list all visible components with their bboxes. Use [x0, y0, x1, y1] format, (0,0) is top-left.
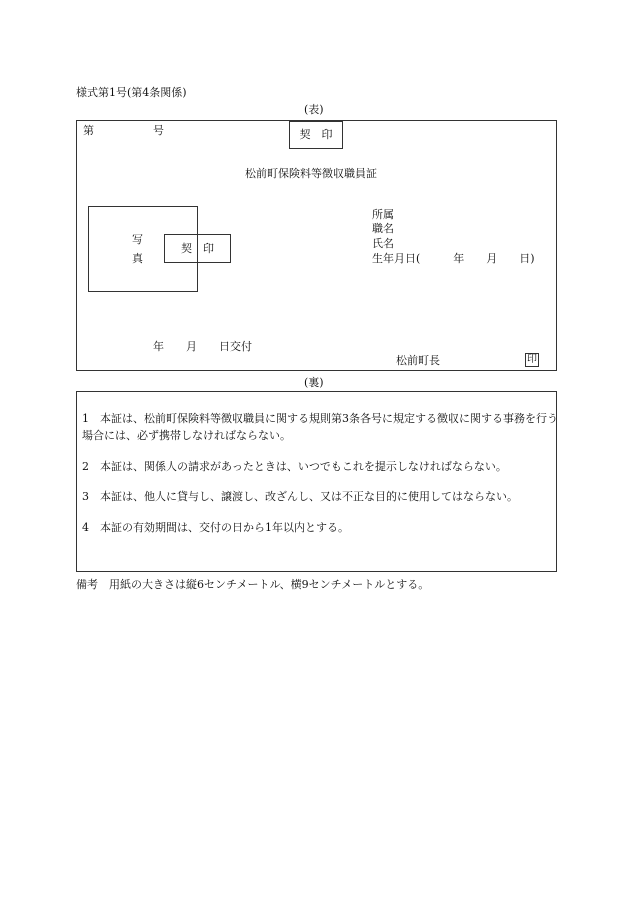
- back-item-1: 1 本証は、松前町保険料等徴収職員に関する規則第3条各号に規定する徴収に関する事務を行う場合には、必ず携帯しなければならない。: [82, 412, 558, 442]
- field-name: 氏名: [372, 237, 394, 250]
- issue-date: 年 月 日交付: [153, 340, 252, 353]
- form-label: 様式第1号(第4条関係): [76, 86, 187, 99]
- seal-photo: 契 印: [164, 234, 231, 263]
- front-caption: (表): [304, 103, 324, 116]
- photo-label-2: 真: [132, 252, 143, 265]
- number-prefix: 第: [83, 124, 94, 137]
- field-affiliation: 所属: [372, 208, 394, 221]
- back-caption: (裏): [304, 376, 324, 389]
- remark: 備考 用紙の大きさは縦6センチメートル、横9センチメートルとする。: [76, 578, 430, 591]
- back-item-4: 4 本証の有効期間は、交付の日から1年以内とする。: [82, 521, 349, 534]
- mayor-seal: 印: [527, 354, 537, 365]
- photo-label-1: 写: [132, 233, 143, 246]
- card-title: 松前町保険料等徴収職員証: [245, 167, 377, 180]
- field-dob: 生年月日( 年 月 日): [372, 252, 535, 265]
- back-item-3: 3 本証は、他人に貸与し、譲渡し、改ざんし、又は不正な目的に使用してはならない。: [82, 490, 518, 503]
- mayor-label: 松前町長: [396, 354, 440, 367]
- field-position: 職名: [372, 222, 394, 235]
- back-item-2: 2 本証は、関係人の請求があったときは、いつでもこれを提示しなければならない。: [82, 460, 507, 473]
- number-suffix: 号: [153, 124, 164, 137]
- seal-top: 契 印: [289, 121, 343, 149]
